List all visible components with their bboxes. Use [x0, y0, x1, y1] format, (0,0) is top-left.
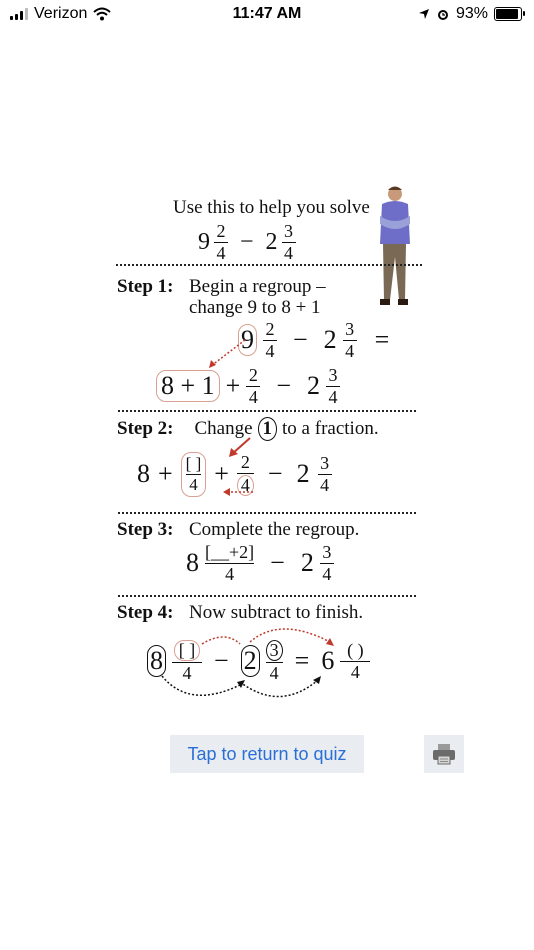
step2-plus-2: + [214, 459, 229, 489]
step1-frac-c: $\frac{2}{4}$ [246, 366, 260, 407]
step1-text-1: Begin a regroup – [189, 276, 326, 297]
step3-whole-2: 2 [300, 548, 314, 578]
step4-bottom-arrows [150, 672, 330, 704]
step2-minus: − [267, 459, 283, 489]
divider [116, 264, 422, 266]
clock: 11:47 AM [232, 5, 302, 22]
step1-plus: + [225, 371, 241, 401]
step4-equals: = [294, 646, 310, 676]
step2-text-after: to a fraction. [282, 418, 379, 439]
step3-row [186, 543, 334, 584]
step3-minus: − [270, 548, 285, 578]
step2-text-before: Change [194, 418, 253, 439]
carrier-label: Verizon [34, 5, 88, 22]
step1-text-2: change 9 to 8 + 1 [189, 297, 321, 318]
header-whole-1: 9 [198, 228, 210, 255]
step2-new-fraction-box: $\frac{[ ]}{4}$ [181, 452, 207, 497]
step2-denominator-arrow [221, 486, 255, 498]
step1-minus-2: − [276, 371, 292, 401]
teacher-image [368, 182, 418, 310]
step1-label: Step 1: [117, 276, 174, 297]
step4-whole-2-oval: 2 [241, 645, 260, 677]
step2-label: Step 2: [117, 418, 174, 439]
step2-whole: 8 [137, 459, 150, 489]
step1-nine-oval: 9 [238, 324, 257, 356]
divider [118, 512, 416, 514]
header-den-1: 4 [216, 242, 226, 263]
step1-whole-d: 2 [307, 371, 321, 401]
step1-frac-d: $\frac{3}{4}$ [326, 366, 340, 407]
header-fraction-2 [282, 222, 296, 263]
step2-circled-one: 1 [258, 417, 278, 441]
divider [118, 595, 416, 597]
step1-frac-a: $\frac{2}{4}$ [263, 320, 277, 361]
step2-whole-2: 2 [296, 459, 310, 489]
header-den-2: 4 [284, 242, 294, 263]
header-num-2: 3 [284, 221, 294, 241]
step3-text: Complete the regroup. [189, 519, 360, 540]
print-button[interactable] [424, 735, 464, 773]
header-whole-2: 2 [265, 228, 278, 255]
step3-label: Step 3: [117, 519, 174, 540]
step4-result-whole: 6 [321, 646, 335, 676]
step4-text: Now subtract to finish. [189, 602, 364, 623]
step4-label: Step 4: [117, 602, 174, 623]
header-instruction: Use this to help you solve [173, 197, 370, 218]
header-problem [198, 222, 296, 263]
step3-frac: $\frac{[\_\_+2]}{4}$ [205, 542, 255, 584]
battery-percent: 93% [455, 5, 488, 22]
step1-equals: = [374, 325, 390, 355]
step2-plus-1: + [158, 459, 173, 489]
header-num-1: 2 [216, 221, 226, 241]
step1-minus: − [293, 325, 308, 355]
step4-frac-2: $\frac{3}{4}$ [266, 640, 283, 683]
header-minus: − [240, 228, 254, 255]
step4-minus: − [214, 646, 229, 676]
step3-frac-2: $\frac{3}{4}$ [320, 543, 334, 584]
step1-eight-plus-one-box: 8 + 1 [156, 370, 220, 402]
step3-whole: 8 [186, 548, 199, 578]
step2-frac: $\frac{2}{4}$ [237, 453, 254, 496]
step1-whole-b: 2 [323, 325, 337, 355]
return-to-quiz-button[interactable]: Tap to return to quiz [170, 735, 364, 773]
step1-row-1 [238, 320, 389, 361]
step4-frac: $\frac{[ ]}{4}$ [172, 640, 202, 683]
step4-result-frac: $\frac{( )}{4}$ [340, 641, 370, 682]
step4-whole-oval: 8 [147, 645, 166, 677]
header-fraction-1 [214, 222, 228, 263]
step1-frac-b: $\frac{3}{4}$ [343, 320, 357, 361]
step2-frac-2: $\frac{3}{4}$ [318, 454, 332, 495]
step1-row-2 [156, 366, 340, 407]
printer-icon [431, 742, 457, 766]
divider [118, 410, 416, 412]
